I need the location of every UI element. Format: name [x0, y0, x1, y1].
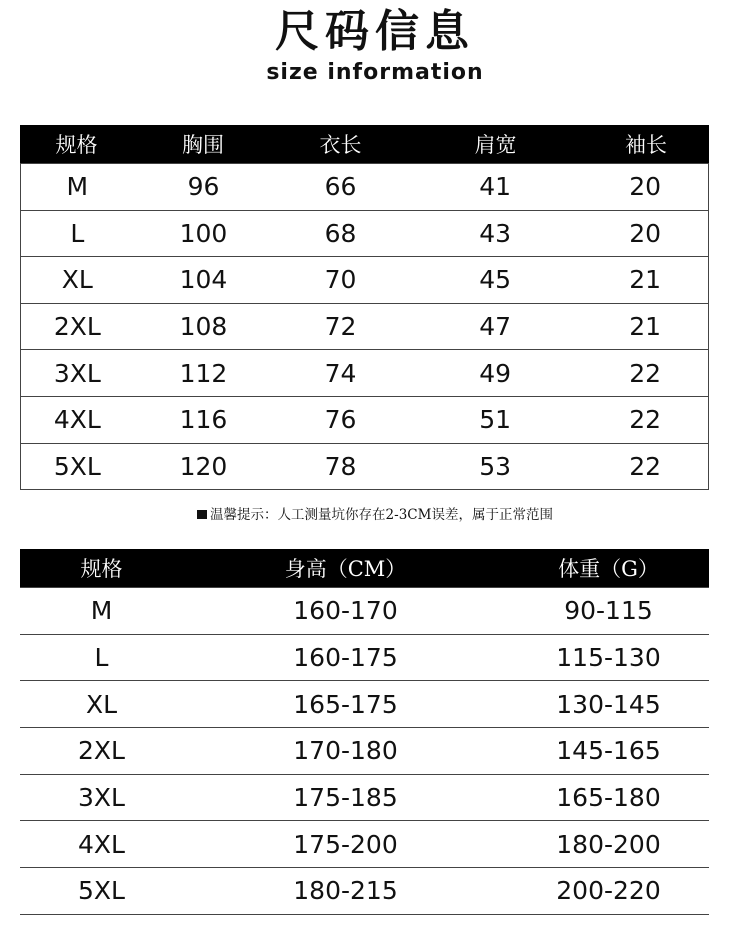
table-cell: 116 [179, 405, 228, 435]
table-cell: XL [85, 689, 118, 719]
fit-table-header [20, 549, 709, 587]
table-cell: 66 [324, 172, 357, 202]
table-row [20, 587, 709, 634]
table-cell: 45 [479, 265, 512, 295]
table-cell: 160-175 [293, 643, 398, 673]
table-cell: 2XL [53, 312, 101, 342]
table-row [20, 256, 709, 303]
table-cell: 120 [179, 451, 228, 481]
size-table [20, 125, 709, 490]
fit-table [20, 549, 709, 915]
table-cell: 112 [179, 358, 228, 388]
page-subtitle: size information [266, 60, 484, 85]
table-cell: XL [61, 265, 93, 295]
table-cell: 170-180 [293, 736, 398, 766]
table-row [20, 727, 709, 774]
table-cell: 20 [629, 172, 662, 202]
table-row [20, 820, 709, 867]
table-cell: 165-175 [293, 689, 398, 719]
table-cell: M [66, 172, 89, 202]
table-row [20, 867, 709, 914]
table-cell: 22 [629, 358, 662, 388]
table-cell: 115-130 [556, 643, 661, 673]
page-title: 尺码信息 [275, 6, 475, 57]
table-cell: 21 [629, 265, 662, 295]
header-cell: 袖长 [625, 133, 667, 157]
table-row [20, 210, 709, 257]
table-cell: 5XL [53, 451, 101, 481]
table-cell: 2XL [78, 736, 125, 766]
table-cell: 4XL [53, 405, 101, 435]
table-cell: 3XL [78, 783, 125, 813]
table-cell: 74 [324, 358, 357, 388]
header-cell: 肩宽 [474, 133, 517, 157]
table-cell: 20 [629, 218, 662, 248]
table-cell: 68 [324, 218, 357, 248]
header-cell: 衣长 [319, 133, 362, 157]
table-cell: 76 [324, 405, 357, 435]
table-cell: L [70, 218, 85, 248]
table-row [20, 774, 709, 821]
table-cell: 145-165 [556, 736, 661, 766]
table-cell: 160-170 [293, 596, 398, 626]
table-cell: 70 [324, 265, 357, 295]
table-cell: 175-200 [293, 829, 398, 859]
table-cell: 200-220 [556, 876, 661, 906]
table-row [20, 349, 709, 396]
table-cell: 180-200 [556, 829, 661, 859]
table-cell: 100 [179, 218, 228, 248]
header-cell: 规格 [80, 557, 123, 581]
table-cell: 47 [479, 312, 512, 342]
table-row [20, 443, 709, 490]
table-cell: M [90, 596, 113, 626]
table-cell: 21 [629, 312, 662, 342]
table-cell: 90-115 [564, 596, 653, 626]
header-cell: 体重（G） [558, 557, 659, 581]
table-row [20, 303, 709, 350]
table-cell: 96 [187, 172, 220, 202]
table-cell: 4XL [78, 829, 125, 859]
table-cell: 165-180 [556, 783, 661, 813]
table-cell: 108 [179, 312, 228, 342]
table-cell: 3XL [53, 358, 101, 388]
table-row [20, 163, 709, 210]
table-cell: 180-215 [293, 876, 398, 906]
table-cell: 22 [629, 405, 662, 435]
note-text: 温馨提示：人工测量坑你存在2-3CM误差，属于正常范围 [210, 507, 553, 523]
measurement-note [0, 505, 750, 525]
table-cell: 43 [479, 218, 512, 248]
size-table-header [20, 125, 709, 163]
table-cell: 130-145 [556, 689, 661, 719]
table-cell: 53 [479, 451, 512, 481]
table-cell: 175-185 [293, 783, 398, 813]
table-row [20, 396, 709, 443]
table-cell: 5XL [78, 876, 125, 906]
table-cell: 78 [324, 451, 357, 481]
header-cell: 规格 [55, 133, 98, 157]
table-cell: 72 [324, 312, 357, 342]
table-cell: 51 [479, 405, 512, 435]
header-cell: 胸围 [182, 133, 224, 157]
square-bullet-icon [197, 510, 207, 519]
table-cell: L [94, 643, 109, 673]
header-cell: 身高（CM） [284, 557, 407, 581]
table-cell: 22 [629, 451, 662, 481]
table-cell: 41 [479, 172, 512, 202]
table-cell: 49 [479, 358, 512, 388]
table-row [20, 634, 709, 681]
table-cell: 104 [179, 265, 228, 295]
table-row [20, 680, 709, 727]
